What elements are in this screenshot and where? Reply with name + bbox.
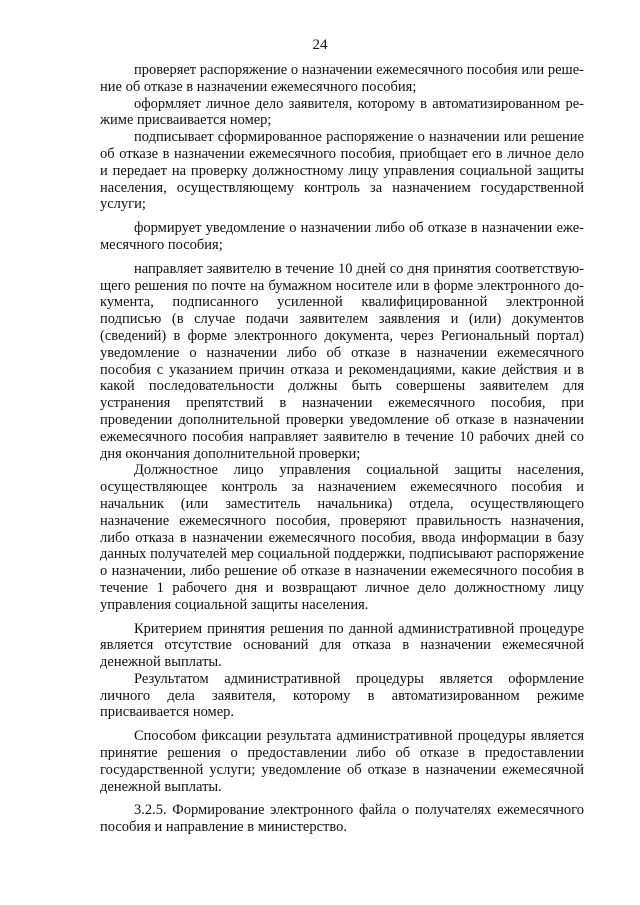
paragraph-send-notice: направляет заявителю в течение 10 дней со дня принятия соответствующего решения по почте на бумажном носителе или в форме электронного документа, подписанного усиленной квалифицированной электронной подписью (в случае подачи заявителем заявления и (или) документов (сведений) в форме электронного документа, через Региональный портал) уведомление о назначении либо об отказе в назначении ежемесячного пособия с указанием причин отказа и рекомендациями, какие действия и в какой последовательности должны быть совершены заявителем для устранения препятствий в назначении ежемесячного пособия, при проведении дополнительной проверки уведомление об отказе в назначении ежемесячного пособия направляет заявителю в течение 10 рабочих дней со дня окончания дополнительной проверки;: [100, 260, 584, 462]
page-number: 24: [312, 37, 328, 53]
document-body: [100, 62, 584, 836]
paragraph-check-order: проверяет распоряжение о назначении ежемесячного пособия или решение об отказе в назначении ежемесячного пособия;: [100, 62, 584, 95]
paragraph-result: Результатом административной процедуры является оформление личного дела заявителя, которому в автоматизированном режиме присваивается номер.: [100, 670, 584, 721]
paragraph-form-notice: формирует уведомление о назначении либо об отказе в назначении ежемесячного пособия;: [100, 220, 584, 253]
section-heading-3-2-5: 3.2.5. Формирование электронного файла о получателях ежемесячного пособия и направление в министерство.: [100, 802, 584, 836]
paragraph-criterion: Критерием принятия решения по данной административной процедуре является отсутствие оснований для отказа в назначении ежемесячной денежной выплаты.: [100, 620, 584, 671]
paragraph-fixation: Способом фиксации результата административной процедуры является принятие решения о предоставлении либо об отказе в предоставлении государственной услуги; уведомление об отказе в назначении ежемесячной денежной выплаты.: [100, 728, 584, 795]
paragraph-personal-file: оформляет личное дело заявителя, которому в автоматизированном режиме присваивается номер;: [100, 95, 584, 129]
paragraph-official-check: Должностное лицо управления социальной защиты населения, осуществляющее контроль за назначением ежемесячного пособия и начальник (или заместитель начальника) отдела, осуществляющего назначение ежемесячного пособия, проверяют правильность назначения, либо отказа в назначении ежемесячного пособия, ввода информации в базу данных получателей мер социальной поддержки, подписывают распоряжение о назначении, либо решение об отказе в назначении ежемесячного пособия в течение 1 рабочего дня и возвращают личное дело должностному лицу управления социальной защиты населения.: [100, 462, 584, 613]
paragraph-sign-order: подписывает сформированное распоряжение о назначении или решение об отказе в назначении ежемесячного пособия, приобщает его в личное дело и передает на проверку должностному лицу управления социальной защиты населения, осуществляющему контроль за назначением государственной услуги;: [100, 129, 584, 213]
